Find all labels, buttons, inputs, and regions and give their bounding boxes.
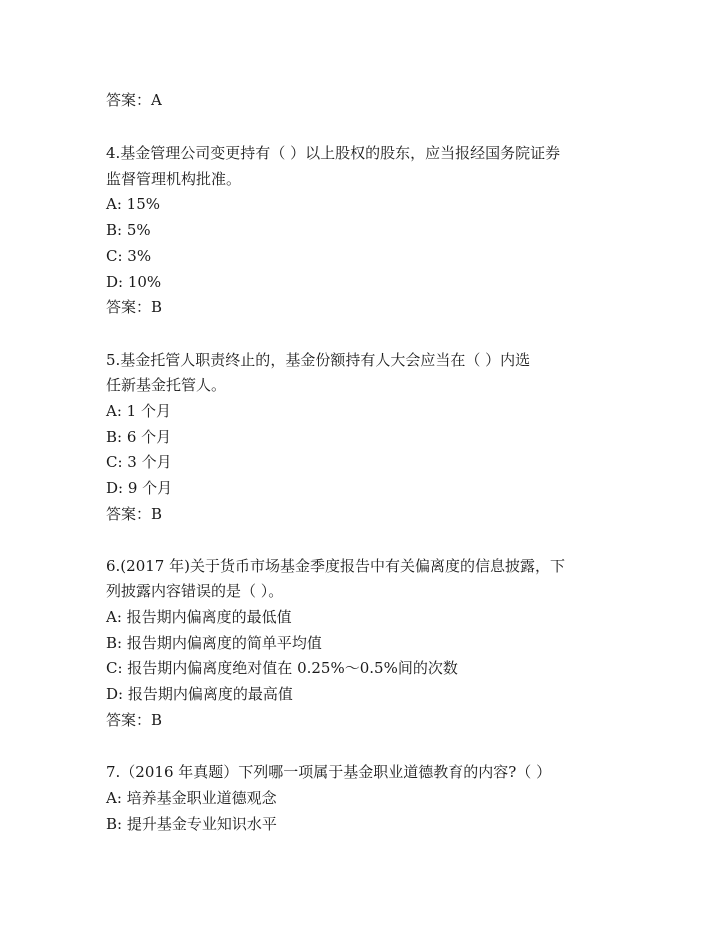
question-6-line-2: 列披露内容错误的是（ ）。 (106, 582, 284, 600)
question-5-line-2: 任新基金托管人。 (106, 376, 227, 394)
answer-q6: 答案：B (106, 711, 163, 729)
q4-option-b: B: 5% (106, 221, 151, 239)
question-4-line-2: 监督管理机构批准。 (106, 170, 242, 188)
q6-option-a: A: 报告期内偏离度的最低值 (106, 608, 292, 626)
q6-option-c: C: 报告期内偏离度绝对值在 0.25%～0.5%间的次数 (106, 659, 458, 677)
question-4-line-1: 4.基金管理公司变更持有（ ）以上股权的股东，应当报经国务院证券 (106, 144, 561, 162)
q5-option-d: D: 9 个月 (106, 479, 173, 497)
q5-option-a: A: 1 个月 (106, 402, 171, 420)
q4-option-c: C: 3% (106, 247, 152, 265)
q5-option-b: B: 6 个月 (106, 428, 172, 446)
answer-q4: 答案：B (106, 298, 163, 316)
question-5-line-1: 5.基金托管人职责终止的，基金份额持有人大会应当在（ ）内选 (106, 351, 531, 369)
answer-q3: 答案：A (106, 91, 162, 109)
q5-option-c: C: 3 个月 (106, 453, 172, 471)
answer-q5: 答案：B (106, 505, 163, 523)
q6-option-b: B: 报告期内偏离度的简单平均值 (106, 634, 322, 652)
q4-option-a: A: 15% (106, 195, 160, 213)
q4-option-d: D: 10% (106, 273, 162, 291)
question-6-line-1: 6.(2017 年)关于货币市场基金季度报告中有关偏离度的信息披露，下 (106, 557, 565, 575)
q7-option-b: B: 提升基金专业知识水平 (106, 815, 277, 833)
question-7-line-1: 7.（2016 年真题）下列哪一项属于基金职业道德教育的内容?（ ） (106, 763, 552, 781)
q6-option-d: D: 报告期内偏离度的最高值 (106, 685, 293, 703)
q7-option-a: A: 培养基金职业道德观念 (106, 789, 277, 807)
